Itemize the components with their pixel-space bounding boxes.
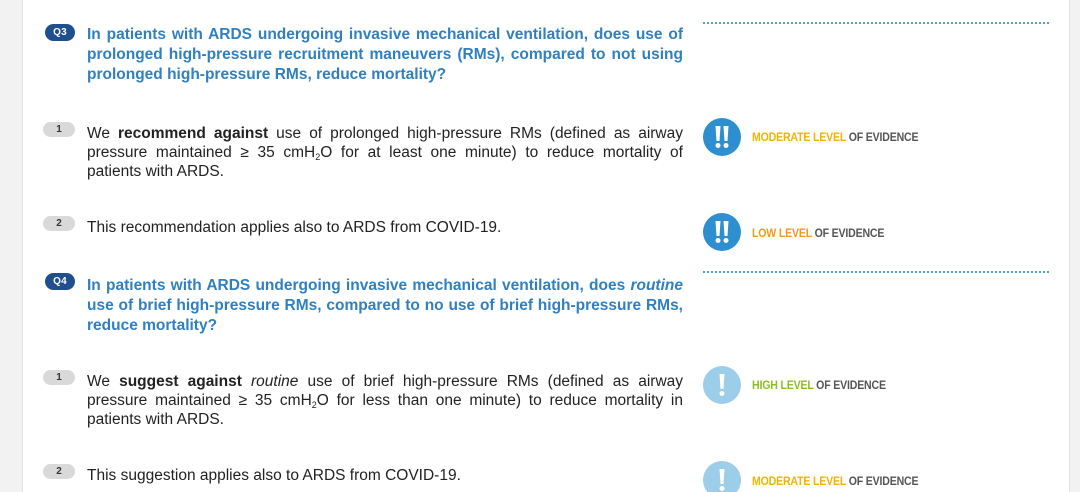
evidence-level-label: HIGH LEVEL OF EVIDENCE [752, 378, 886, 392]
item-number-badge: 1 [43, 370, 75, 385]
evidence-level-label: LOW LEVEL OF EVIDENCE [752, 226, 885, 240]
evidence-level-label: MODERATE LEVEL OF EVIDENCE [752, 474, 919, 488]
single-exclamation-icon [703, 366, 741, 404]
question-q4-text: In patients with ARDS undergoing invasive mechanical ventilation, does routine use of brief high-pressure RMs, compared to no use of brief high-pressure RMs, reduce mortality? [87, 277, 683, 334]
single-exclamation-icon [703, 461, 741, 492]
recommendation-q4-2: This suggestion applies also to ARDS from COVID-19. [87, 467, 461, 484]
item-number-badge: 1 [43, 122, 75, 137]
double-exclamation-icon [703, 118, 741, 156]
document-page [22, 0, 1070, 492]
question-badge-q3: Q3 [45, 24, 75, 41]
evidence-level-label: MODERATE LEVEL OF EVIDENCE [752, 130, 919, 144]
section-divider-q3 [703, 22, 1049, 24]
question-q3-text: In patients with ARDS undergoing invasive mechanical ventilation, does use of prolonged high-pressure recruitment maneuvers (RMs), compared to not using prolonged high-pressure RMs, reduce mortality? [87, 26, 683, 83]
item-number-badge: 2 [43, 464, 75, 479]
item-number-badge: 2 [43, 216, 75, 231]
recommendation-q4-1: We suggest against routine use of brief high-pressure RMs (defined as airway pressure maintained ≥ 35 cmH$_2$O for less than one minute) to reduce mortality in patients with ARDS. [87, 373, 684, 428]
section-divider-q4 [703, 271, 1049, 273]
question-badge-q4: Q4 [45, 273, 75, 290]
recommendation-q3-2: This recommendation applies also to ARDS from COVID-19. [87, 219, 502, 236]
recommendation-q3-1: We recommend against use of prolonged high-pressure RMs (defined as airway pressure maintained ≥ 35 cmH$_2$O for at least one minute) to reduce mortality of patients with ARDS. [87, 125, 683, 180]
double-exclamation-icon [703, 213, 741, 251]
